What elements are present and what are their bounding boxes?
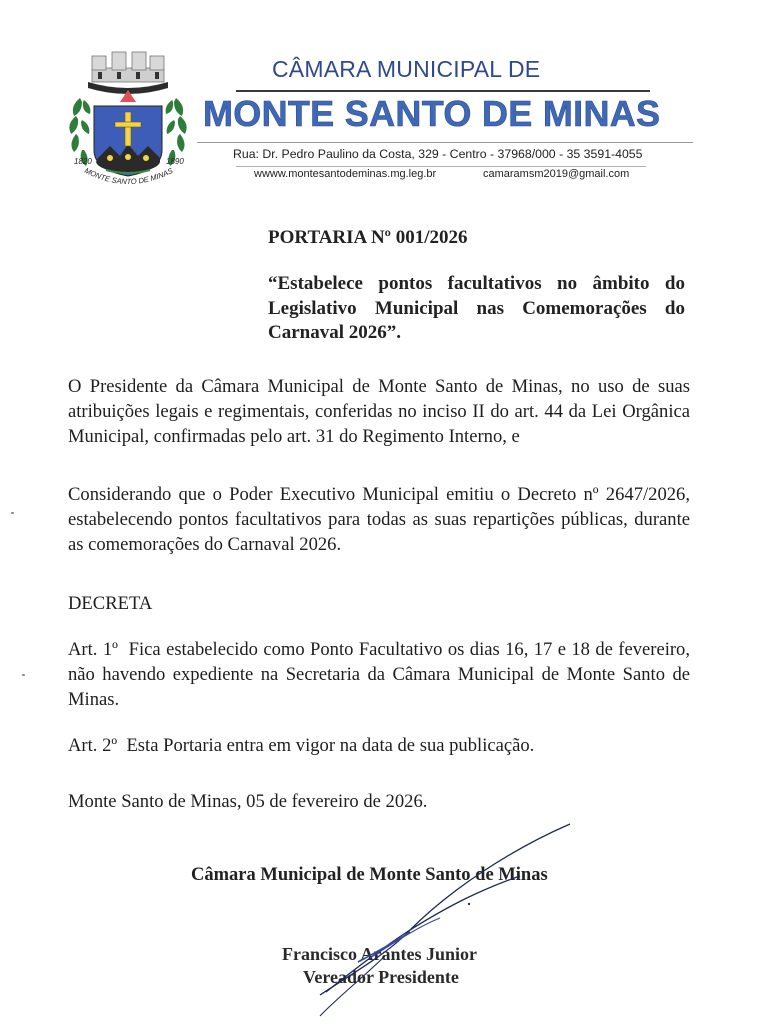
mural-crown: [88, 52, 168, 94]
handwritten-signature: [280, 820, 600, 1020]
crest-year-left: 1820: [74, 157, 92, 166]
coat-of-arms-logo: [62, 46, 194, 194]
article-1: [68, 637, 690, 712]
header-chamber-label: CÂMARA MUNICIPAL DE: [272, 56, 541, 82]
signatory-role: Vereador Presidente: [303, 967, 459, 987]
header-city-name: MONTE SANTO DE MINAS: [203, 93, 661, 134]
header-rule: [236, 166, 646, 167]
header-rule: [197, 142, 693, 143]
article-2: [68, 733, 690, 758]
crest-year-right: 1890: [166, 157, 184, 166]
header-email-link[interactable]: camaramsm2019@gmail.com: [483, 168, 630, 180]
header-website-link[interactable]: wwww.montesantodeminas.mg.leg.br: [254, 168, 437, 180]
signature-organization: Câmara Municipal de Monte Santo de Minas: [191, 865, 548, 885]
considerando-paragraph: Considerando que o Poder Executivo Municipal emitiu o Decreto nº 2647/2026, estabelecendo pontos facultativos para todas as suas repartições públicas, durante as comemorações do Carnaval 2026.: [68, 484, 690, 555]
document-ementa: “Estabelece pontos facultativos no âmbito do Legislativo Municipal nas Comemorações do Carnaval 2026”.: [268, 273, 685, 343]
article-text: Esta Portaria entra em vigor na data de sua publicação.: [126, 735, 535, 756]
article-text: Fica estabelecido como Ponto Facultativo os dias 16, 17 e 18 de fevereiro, não havendo expediente na Secretaria da Câmara Municipal de Monte Santo de Minas.: [68, 639, 690, 710]
preamble-paragraph: O Presidente da Câmara Municipal de Monte Santo de Minas, no uso de suas atribuições legais e regimentais, conferidas no inciso II do art. 44 da Lei Orgânica Municipal, confirmadas pelo art. 31 do Regimento Interno, e: [68, 376, 690, 447]
place-and-date: Monte Santo de Minas, 05 de fevereiro de 2026.: [68, 791, 428, 812]
header-rule: [236, 90, 650, 92]
scan-speck: [11, 512, 14, 514]
decreta-heading: DECRETA: [68, 593, 153, 614]
crest-motto: MONTE SANTO DE MINAS: [83, 165, 175, 187]
document-title: PORTARIA Nº 001/2026: [268, 227, 468, 248]
header-address: Rua: Dr. Pedro Paulino da Costa, 329 - Centro - 37968/000 - 35 3591-4055: [233, 147, 643, 161]
scan-speck: [22, 674, 25, 676]
signatory-name: Francisco Arantes Junior: [282, 944, 477, 964]
article-label: Art. 2º: [68, 735, 118, 756]
article-label: Art. 1º: [68, 639, 118, 660]
